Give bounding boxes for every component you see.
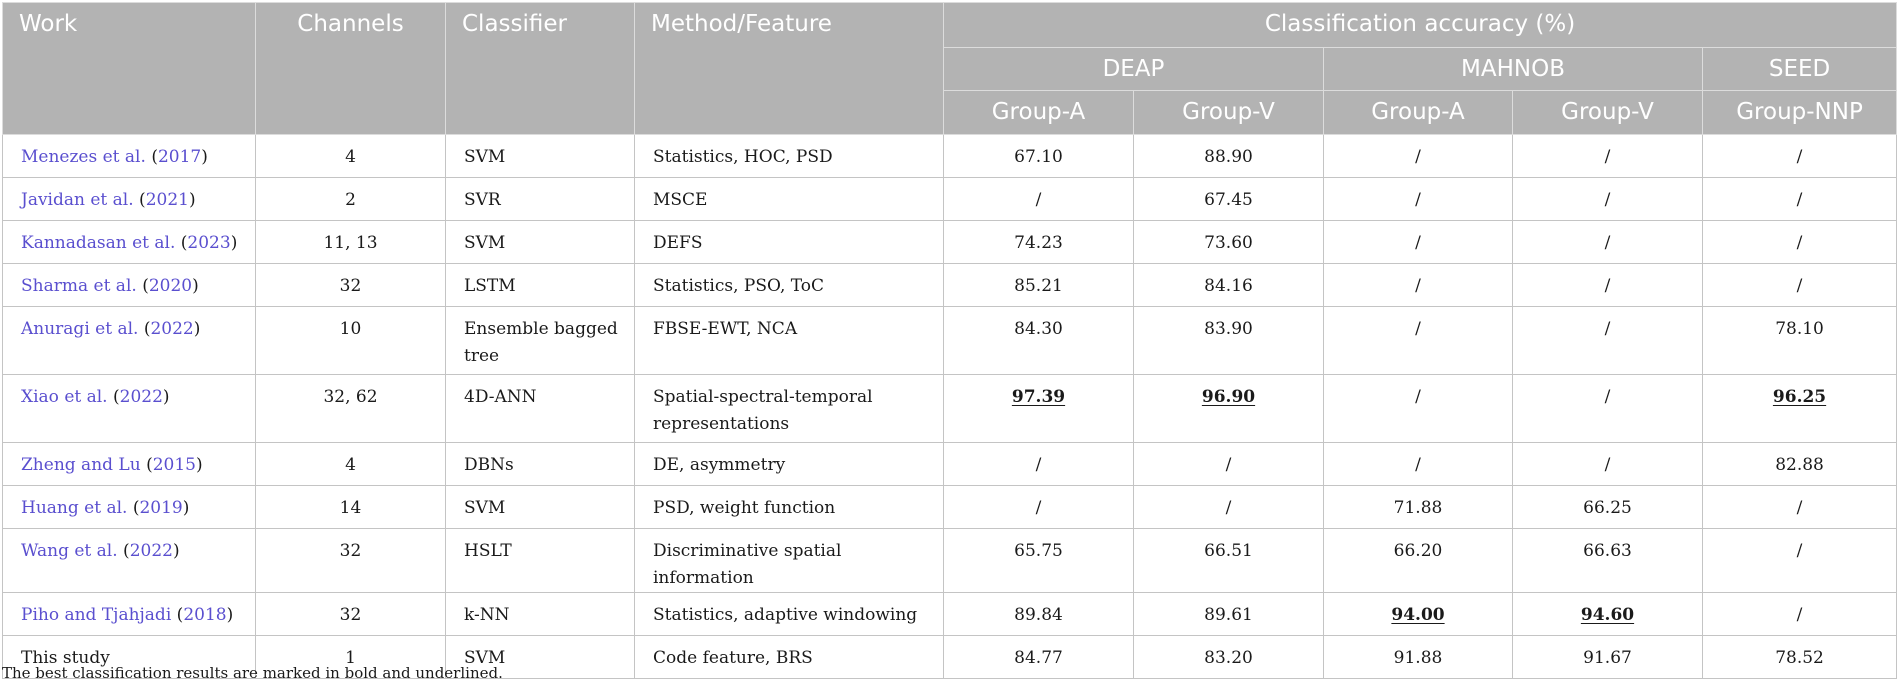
deap-a-cell: 67.10	[944, 135, 1134, 178]
mahnob-a-cell: /	[1324, 443, 1513, 486]
table-row	[3, 221, 1897, 264]
citation-link[interactable]	[21, 319, 200, 339]
mahnob-v-cell: 66.25	[1513, 486, 1703, 529]
citation-link[interactable]	[21, 233, 237, 253]
author-name: Huang et al.	[21, 498, 128, 518]
mahnob-a-cell: 91.88	[1324, 636, 1513, 679]
method-cell: PSD, weight function	[635, 486, 944, 529]
paren-close: )	[230, 233, 238, 253]
mahnob-a-cell: /	[1324, 221, 1513, 264]
paren-close: )	[193, 319, 201, 339]
work-cell	[3, 307, 256, 375]
work-cell: This study	[3, 636, 256, 679]
classifier-cell: DBNs	[446, 443, 635, 486]
citation-year: 2023	[187, 233, 231, 253]
deap-v-cell: 73.60	[1134, 221, 1324, 264]
best-result-value: 94.00	[1391, 605, 1445, 625]
header-channels: Channels	[256, 3, 446, 135]
table-row	[3, 486, 1897, 529]
deap-a-cell: /	[944, 486, 1134, 529]
classifier-cell: SVM	[446, 135, 635, 178]
classifier-cell: k-NN	[446, 593, 635, 636]
classifier-cell: SVR	[446, 178, 635, 221]
header-dataset-mahnob: MAHNOB	[1324, 48, 1703, 91]
work-cell	[3, 375, 256, 443]
seed-cell	[1703, 375, 1897, 443]
deap-v-cell: /	[1134, 486, 1324, 529]
channels-cell: 4	[256, 135, 446, 178]
header-group-deap-a: Group-A	[944, 91, 1134, 135]
method-cell: DEFS	[635, 221, 944, 264]
header-classifier: Classifier	[446, 3, 635, 135]
deap-v-cell: 88.90	[1134, 135, 1324, 178]
header-method: Method/Feature	[635, 3, 944, 135]
work-cell	[3, 486, 256, 529]
method-cell: FBSE-EWT, NCA	[635, 307, 944, 375]
table-row	[3, 375, 1897, 443]
method-cell: Statistics, adaptive windowing	[635, 593, 944, 636]
method-cell: Statistics, PSO, ToC	[635, 264, 944, 307]
deap-a-cell: 84.30	[944, 307, 1134, 375]
deap-v-cell: 89.61	[1134, 593, 1324, 636]
work-cell	[3, 593, 256, 636]
deap-v-cell	[1134, 375, 1324, 443]
seed-cell: /	[1703, 264, 1897, 307]
mahnob-v-cell: 91.67	[1513, 636, 1703, 679]
paren-close: )	[192, 276, 199, 296]
channels-cell: 2	[256, 178, 446, 221]
paren-open: (	[113, 387, 120, 407]
channels-cell: 32	[256, 264, 446, 307]
mahnob-a-cell: 66.20	[1324, 529, 1513, 593]
deap-v-cell: /	[1134, 443, 1324, 486]
paren-close: )	[172, 541, 180, 561]
table-header	[3, 3, 1897, 135]
header-group-seed-nnp: Group-NNP	[1703, 91, 1897, 135]
table-body	[3, 135, 1897, 679]
best-result-value: 96.25	[1772, 387, 1827, 407]
deap-a-cell: /	[944, 443, 1134, 486]
channels-cell: 10	[256, 307, 446, 375]
citation-year: 2021	[145, 190, 189, 210]
table-row	[3, 178, 1897, 221]
channels-cell: 14	[256, 486, 446, 529]
citation-year: 2017	[157, 147, 202, 167]
classifier-cell: SVM	[446, 486, 635, 529]
citation-link[interactable]	[21, 276, 199, 296]
header-group-deap-v: Group-V	[1134, 91, 1324, 135]
method-cell: DE, asymmetry	[635, 443, 944, 486]
comparison-table-wrapper	[2, 2, 1896, 679]
classifier-cell: SVM	[446, 221, 635, 264]
channels-cell: 11, 13	[256, 221, 446, 264]
seed-cell: /	[1703, 593, 1897, 636]
mahnob-v-cell: /	[1513, 221, 1703, 264]
channels-cell: 32, 62	[256, 375, 446, 443]
author-name: Wang et al.	[21, 541, 118, 561]
seed-cell: /	[1703, 486, 1897, 529]
citation-year: 2022	[119, 387, 163, 407]
work-cell	[3, 135, 256, 178]
channels-cell: 1	[256, 636, 446, 679]
table-row	[3, 529, 1897, 593]
table-row	[3, 135, 1897, 178]
mahnob-v-cell: /	[1513, 264, 1703, 307]
header-dataset-deap: DEAP	[944, 48, 1324, 91]
method-cell: Spatial-spectral-temporal representations	[635, 375, 944, 443]
paren-open: (	[142, 276, 149, 296]
deap-a-cell: 74.23	[944, 221, 1134, 264]
method-cell: Statistics, HOC, PSD	[635, 135, 944, 178]
paren-close: )	[188, 190, 196, 210]
deap-a-cell: 84.77	[944, 636, 1134, 679]
paren-open: (	[139, 190, 146, 210]
citation-link[interactable]	[21, 387, 170, 407]
mahnob-a-cell: /	[1324, 307, 1513, 375]
table-row	[3, 593, 1897, 636]
channels-cell: 4	[256, 443, 446, 486]
citation-link[interactable]	[21, 147, 208, 167]
mahnob-a-cell: /	[1324, 178, 1513, 221]
paren-close: )	[195, 455, 203, 475]
channels-cell: 32	[256, 593, 446, 636]
table-row	[3, 307, 1897, 375]
seed-cell: /	[1703, 135, 1897, 178]
citation-year: 2022	[150, 319, 194, 339]
seed-cell: 82.88	[1703, 443, 1897, 486]
method-cell: MSCE	[635, 178, 944, 221]
work-cell	[3, 178, 256, 221]
paren-close: )	[226, 605, 234, 625]
mahnob-a-cell	[1324, 593, 1513, 636]
mahnob-a-cell: /	[1324, 375, 1513, 443]
citation-year: 2020	[148, 276, 193, 296]
deap-a-cell: 85.21	[944, 264, 1134, 307]
author-name: Xiao et al.	[21, 387, 108, 407]
table-row	[3, 443, 1897, 486]
citation-year: 2015	[152, 455, 196, 475]
mahnob-v-cell: /	[1513, 443, 1703, 486]
mahnob-v-cell: /	[1513, 307, 1703, 375]
seed-cell: 78.10	[1703, 307, 1897, 375]
paren-open: (	[151, 147, 158, 167]
seed-cell: /	[1703, 221, 1897, 264]
paren-open: (	[143, 319, 151, 339]
deap-v-cell: 84.16	[1134, 264, 1324, 307]
author-name: Javidan et al.	[21, 190, 134, 210]
header-work: Work	[3, 3, 256, 135]
deap-v-cell: 67.45	[1134, 178, 1324, 221]
table-row	[3, 264, 1897, 307]
paren-close: )	[162, 387, 170, 407]
author-name: Anuragi et al.	[21, 319, 139, 339]
author-name: Menezes et al.	[21, 147, 146, 167]
paren-close: )	[201, 147, 208, 167]
method-cell: Discriminative spatial information	[635, 529, 944, 593]
header-group-mahnob-a: Group-A	[1324, 91, 1513, 135]
mahnob-v-cell: /	[1513, 178, 1703, 221]
seed-cell: /	[1703, 529, 1897, 593]
classifier-cell: Ensemble bagged tree	[446, 307, 635, 375]
deap-a-cell: 65.75	[944, 529, 1134, 593]
paren-open: (	[132, 498, 140, 518]
deap-a-cell: /	[944, 178, 1134, 221]
citation-link[interactable]	[21, 541, 180, 561]
mahnob-v-cell	[1513, 593, 1703, 636]
mahnob-v-cell: /	[1513, 375, 1703, 443]
author-name: Kannadasan et al.	[21, 233, 176, 253]
classifier-cell: 4D-ANN	[446, 375, 635, 443]
citation-link[interactable]	[21, 498, 189, 518]
seed-cell: 78.52	[1703, 636, 1897, 679]
citation-link[interactable]	[21, 605, 233, 625]
deap-v-cell: 83.20	[1134, 636, 1324, 679]
work-cell	[3, 529, 256, 593]
best-result-value: 96.90	[1201, 387, 1256, 407]
paren-open: (	[146, 455, 153, 475]
work-cell	[3, 443, 256, 486]
header-group-mahnob-v: Group-V	[1513, 91, 1703, 135]
classifier-cell: LSTM	[446, 264, 635, 307]
deap-v-cell: 66.51	[1134, 529, 1324, 593]
citation-year: 2018	[183, 605, 227, 625]
seed-cell: /	[1703, 178, 1897, 221]
author-name: Piho and Tjahjadi	[21, 605, 172, 625]
work-cell	[3, 264, 256, 307]
channels-cell: 32	[256, 529, 446, 593]
mahnob-a-cell: /	[1324, 135, 1513, 178]
citation-year: 2019	[139, 498, 183, 518]
mahnob-v-cell: /	[1513, 135, 1703, 178]
author-name: Zheng and Lu	[21, 455, 141, 475]
citation-year: 2022	[129, 541, 173, 561]
mahnob-a-cell: /	[1324, 264, 1513, 307]
paren-open: (	[176, 605, 184, 625]
comparison-table	[2, 2, 1897, 679]
mahnob-a-cell: 71.88	[1324, 486, 1513, 529]
paren-open: (	[123, 541, 130, 561]
best-result-value: 97.39	[1011, 387, 1066, 407]
deap-a-cell: 89.84	[944, 593, 1134, 636]
citation-link[interactable]	[21, 190, 196, 210]
work-cell	[3, 221, 256, 264]
citation-link[interactable]	[21, 455, 203, 475]
table-footnote: The best classification results are marked in bold and underlined.	[2, 664, 503, 682]
mahnob-v-cell: 66.63	[1513, 529, 1703, 593]
best-result-value: 94.60	[1580, 605, 1635, 625]
method-cell: Code feature, BRS	[635, 636, 944, 679]
deap-a-cell	[944, 375, 1134, 443]
classifier-cell: SVM	[446, 636, 635, 679]
deap-v-cell: 83.90	[1134, 307, 1324, 375]
classifier-cell: HSLT	[446, 529, 635, 593]
author-name: Sharma et al.	[21, 276, 137, 296]
paren-open: (	[180, 233, 188, 253]
header-dataset-seed: SEED	[1703, 48, 1897, 91]
header-accuracy: Classification accuracy (%)	[944, 3, 1897, 48]
paren-close: )	[182, 498, 190, 518]
